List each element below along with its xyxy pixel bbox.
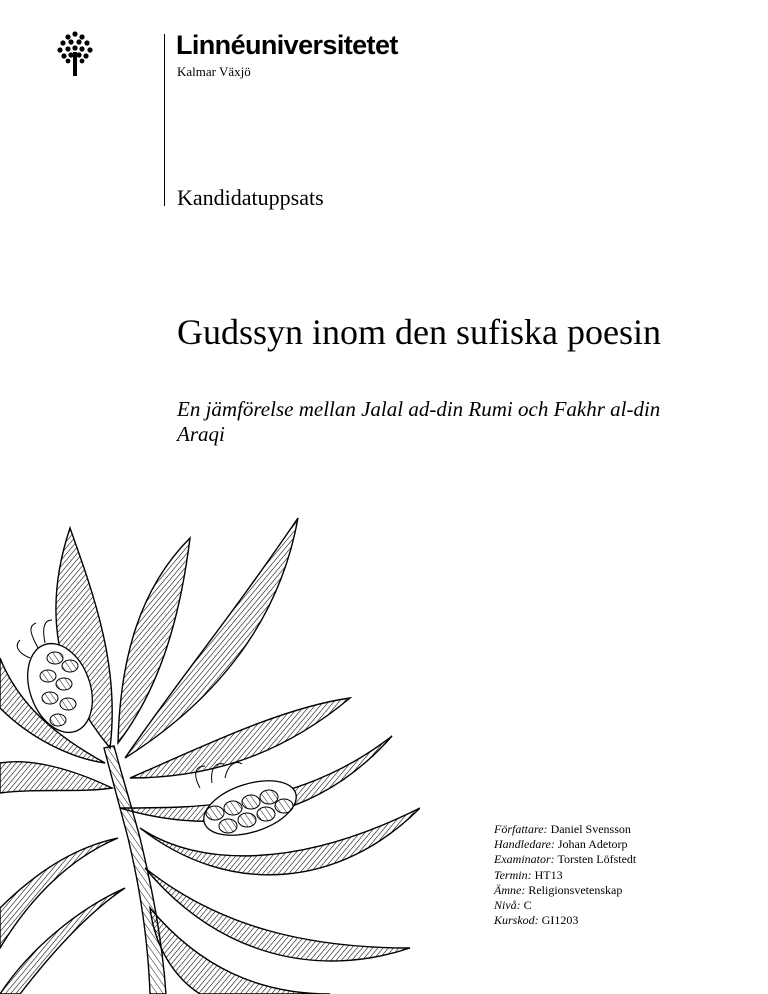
meta-label: Ämne: xyxy=(494,882,526,897)
thesis-subtitle: En jämförelse mellan Jalal ad-din Rumi och Fakhr al-din Araqi xyxy=(177,397,661,446)
meta-label: Författare: xyxy=(494,822,548,836)
thesis-metadata xyxy=(494,822,636,928)
meta-value: Torsten Löfstedt xyxy=(557,852,637,867)
meta-label: Handledare: xyxy=(494,837,555,852)
meta-value: Johan Adetorp xyxy=(557,837,628,852)
meta-row-author xyxy=(494,822,636,837)
meta-row-supervisor xyxy=(494,837,636,852)
meta-value: Daniel Svensson xyxy=(550,822,631,836)
meta-row-subject xyxy=(494,883,636,898)
logo-divider-line xyxy=(164,34,165,206)
university-tree-logo-icon xyxy=(56,30,94,78)
meta-row-examiner xyxy=(494,852,636,867)
meta-row-level xyxy=(494,898,636,913)
botanical-illustration xyxy=(0,508,420,994)
meta-label: Termin: xyxy=(494,867,532,882)
thesis-type: Kandidatuppsats xyxy=(177,185,324,210)
meta-row-term xyxy=(494,868,636,883)
university-locations: Kalmar Växjö xyxy=(177,64,251,79)
thesis-title: Gudssyn inom den sufiska poesin xyxy=(177,312,661,352)
meta-value: Religionsvetenskap xyxy=(528,882,623,897)
meta-row-course-code xyxy=(494,913,636,928)
university-name: Linnéuniversitetet xyxy=(176,30,398,60)
meta-label: Kurskod: xyxy=(494,913,539,928)
meta-value: HT13 xyxy=(534,867,563,882)
meta-label: Nivå: xyxy=(494,898,521,913)
meta-label: Examinator: xyxy=(494,852,555,867)
meta-value: C xyxy=(523,898,532,913)
meta-value: GI1203 xyxy=(541,913,579,928)
